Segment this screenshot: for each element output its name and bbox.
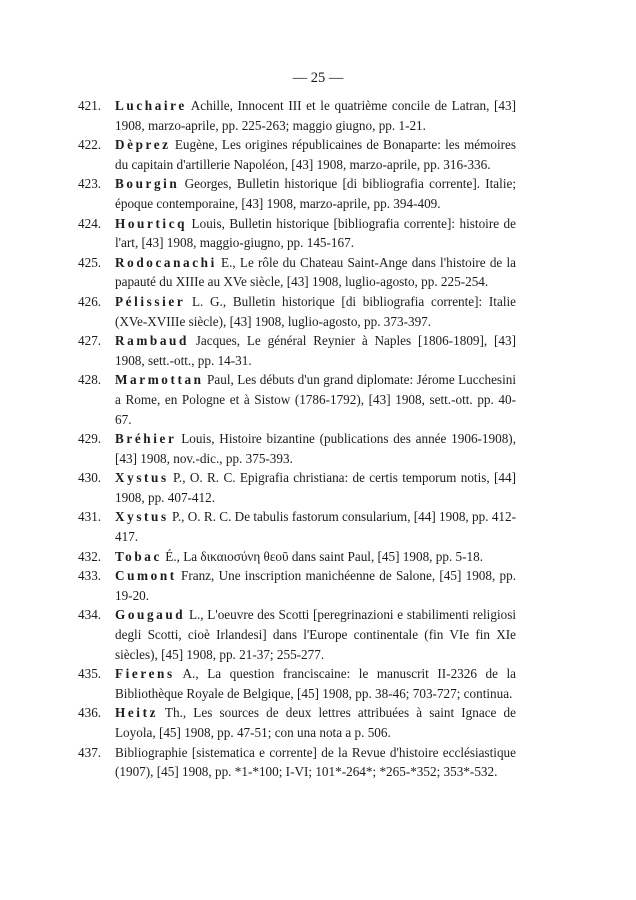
entry-number: 423.: [78, 176, 102, 192]
bibliography-entry: [78, 547, 516, 567]
entry-author: Rodocanachi: [115, 254, 217, 270]
entry-text: [115, 605, 516, 664]
entry-author: Cumont: [115, 568, 177, 584]
entry-author: Heitz: [115, 705, 159, 721]
bibliography-entry: [78, 331, 516, 370]
entry-text: [115, 331, 516, 370]
bibliography-entry: [78, 253, 516, 292]
entry-body: P., O. R. C. Epigrafia christiana: de certis temporum notis, [44] 1908, pp. 407-412.: [115, 470, 516, 505]
entry-number: 435.: [78, 666, 102, 682]
bibliography-entry: [78, 703, 516, 742]
entry-text: [115, 664, 516, 703]
entry-text: [115, 96, 516, 135]
entry-text: [115, 253, 516, 292]
entry-body: Louis, Histoire bizantine (publications des année 1906-1908), [43] 1908, nov.-dic., pp. 375-393.: [115, 431, 516, 466]
bibliography-entry: [78, 468, 516, 507]
entry-author: Bourgin: [115, 176, 180, 192]
entry-text: [115, 468, 516, 507]
entry-body: Georges, Bulletin historique [di bibliografia corrente]. Italie; époque contemporaine, [43] 1908, marzo-aprile, pp. 394-409.: [115, 176, 516, 211]
bibliography-entry: [78, 370, 516, 429]
entry-number: 427.: [78, 333, 102, 349]
entry-number: 436.: [78, 705, 102, 721]
entry-body: Jacques, Le général Reynier à Naples [1806-1809], [43] 1908, sett.-ott., pp. 14-31.: [115, 333, 516, 368]
bibliography-list: [78, 96, 516, 782]
entry-body: A., La question franciscaine: le manuscrit II-2326 de la Bibliothèque Royale de Belgique, [45] 1908, pp. 38-46; 703-727; continua.: [115, 666, 516, 701]
entry-body: [sistematica e corrente] de la Revue d'histoire ecclésiastique (1907), [45] 1908, pp. *1-*100; I-VI; 101*-264*; *265-*352; 353*-532.: [115, 744, 516, 780]
entry-text: [115, 135, 516, 174]
entry-author: Xystus: [115, 470, 169, 486]
entry-text: [115, 507, 516, 546]
bibliography-entry: [78, 96, 516, 135]
entry-number: 437.: [78, 744, 102, 760]
entry-lead: Bibliographie: [115, 744, 188, 760]
entry-author: Fierens: [115, 666, 175, 682]
entry-author: Luchaire: [115, 98, 187, 113]
entry-body: E., Le rôle du Chateau Saint-Ange dans l'histoire de la papauté du XIIIe au XVe siècle, [43] 1908, luglio-agosto, pp. 225-254.: [115, 254, 516, 290]
entry-number: 433.: [78, 568, 102, 584]
entry-author: Pélissier: [115, 293, 186, 309]
entry-body: Paul, Les débuts d'un grand diplomate: Jérome Lucchesini a Rome, en Pologne et à Sistow (1786-1792), [43] 1908, sett.-ott. pp. 40-67.: [115, 372, 516, 427]
entry-body: P., O. R. C. De tabulis fastorum consularium, [44] 1908, pp. 412-417.: [115, 509, 516, 545]
entry-number: 421.: [78, 98, 102, 113]
bibliography-entry: [78, 135, 516, 174]
entry-number: 434.: [78, 607, 102, 623]
entry-author: Hourticq: [115, 215, 188, 231]
bibliography-entry: [78, 507, 516, 546]
bibliography-entry: [78, 605, 516, 664]
entry-text: [115, 174, 516, 213]
bibliography-entry: [78, 743, 516, 782]
entry-number: 430.: [78, 470, 102, 486]
entry-number: 424.: [78, 215, 102, 231]
entry-author: Bréhier: [115, 431, 177, 447]
entry-body: Franz, Une inscription manichéenne de Salone, [45] 1908, pp. 19-20.: [115, 568, 516, 603]
entry-body: L. G., Bulletin historique [di bibliografia corrente]: Italie (XVe-XVIIIe siècle), [43] 1908, luglio-agosto, pp. 373-397.: [115, 293, 516, 329]
entry-author: Marmottan: [115, 372, 204, 388]
entry-text: [115, 429, 516, 468]
entry-author: Tobac: [115, 548, 162, 564]
bibliography-entry: [78, 174, 516, 213]
entry-number: 422.: [78, 137, 102, 153]
entry-number: 425.: [78, 254, 102, 270]
entry-number: 428.: [78, 372, 102, 388]
entry-number: 426.: [78, 293, 102, 309]
entry-body: Louis, Bulletin historique [bibliografia corrente]: histoire de l'art, [43] 1908, maggio-giugno, pp. 145-167.: [115, 215, 516, 251]
entry-author: Xystus: [115, 509, 169, 525]
entry-number: 432.: [78, 548, 102, 564]
entry-author: Dèprez: [115, 137, 171, 153]
entry-text: [115, 547, 516, 567]
bibliography-entry: [78, 566, 516, 605]
entry-text: [115, 292, 516, 331]
page-number: — 25 —: [292, 70, 344, 86]
entry-author: Gougaud: [115, 607, 186, 623]
bibliography-entry: [78, 214, 516, 253]
entry-number: 431.: [78, 509, 102, 525]
entry-body: Th., Les sources de deux lettres attribuées à saint Ignace de Loyola, [45] 1908, pp. 47-51; con una nota a p. 506.: [115, 705, 516, 740]
entry-author: Rambaud: [115, 333, 189, 349]
entry-text: [115, 703, 516, 742]
bibliography-entry: [78, 429, 516, 468]
bibliography-entry: [78, 664, 516, 703]
entry-body: L., L'oeuvre des Scotti [peregrinazioni e stabilimenti religiosi degli Scotti, cioè Irlandesi] dans l'Europe continentale (fin VIe fin XIe siècles), [45] 1908, pp. 21-37; 255-277.: [115, 607, 516, 662]
bibliography-entry: [78, 292, 516, 331]
entry-text: [115, 566, 516, 605]
entry-body: Achille, Innocent III et le quatrième concile de Latran, [43] 1908, marzo-aprile, pp. 225-263; maggio giugno, pp. 1-21.: [115, 98, 516, 133]
entry-text: [115, 743, 516, 782]
entry-number: 429.: [78, 431, 102, 447]
entry-text: [115, 214, 516, 253]
entry-text: [115, 370, 516, 429]
entry-body: É., La δικαιοσύνη θεοῦ dans saint Paul, [45] 1908, pp. 5-18.: [161, 548, 484, 564]
entry-body: Eugène, Les origines républicaines de Bonaparte: les mémoires du capitain d'artillerie Napoléon, [43] 1908, marzo-aprile, pp. 316-336.: [115, 137, 516, 172]
